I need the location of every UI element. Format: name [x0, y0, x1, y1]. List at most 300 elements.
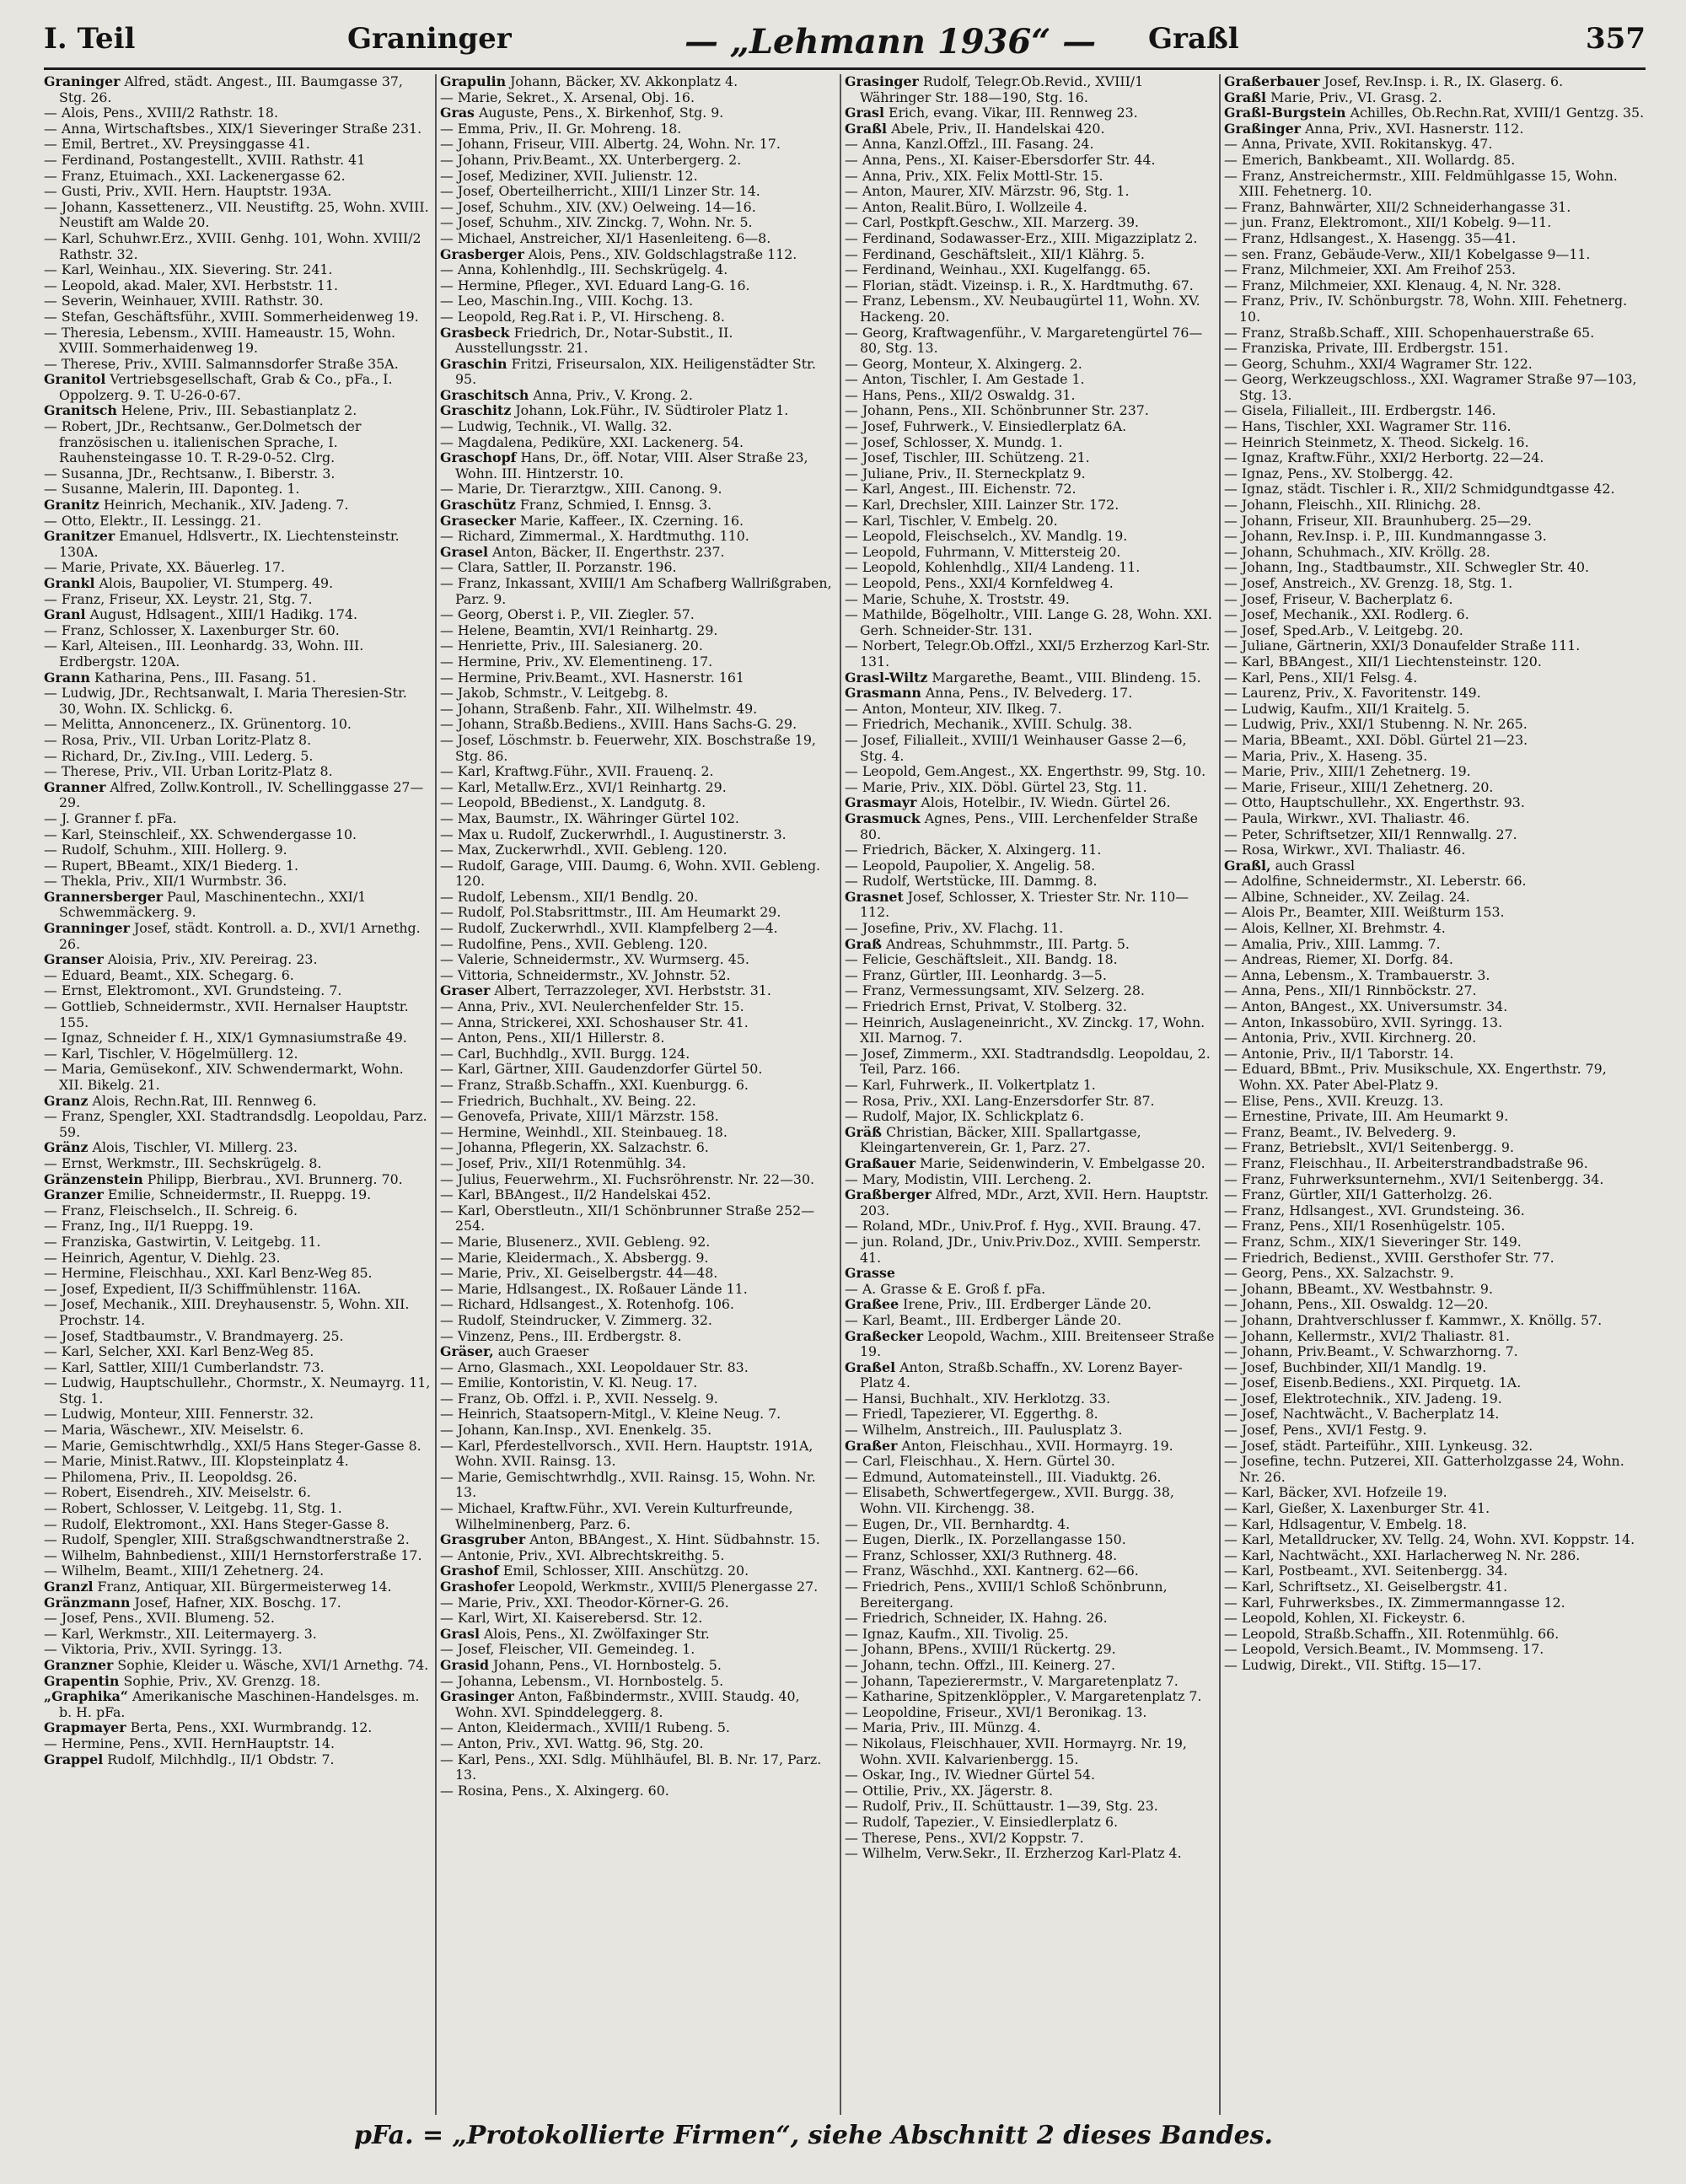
directory-entry	[845, 952, 1216, 968]
directory-entry	[440, 1501, 836, 1532]
entry-details: — Ignaz, städt. Tischler i. R., XII/2 Schmidgundtgasse 42.	[1224, 481, 1615, 498]
directory-entry	[1224, 1344, 1646, 1360]
directory-entry	[44, 1532, 432, 1548]
directory-entry	[1224, 733, 1646, 749]
entry-details: — Franz, Schlosser, X. Laxenburger Str. 60.	[44, 621, 340, 638]
directory-entry	[845, 325, 1216, 357]
column-divider	[435, 74, 437, 2115]
entry-details: — Marie, Priv., XIII/1 Zehetnerg. 19.	[1224, 763, 1471, 780]
entry-details: — Ferdinand, Sodawasser-Erz., XIII. Migazziplatz 2.	[845, 229, 1198, 246]
directory-entry	[845, 702, 1216, 718]
entry-details: Anna, Pens., IV. Belvederg. 17.	[921, 685, 1133, 702]
directory-entry	[44, 1423, 432, 1439]
entry-surname: Grasl-Wiltz	[845, 669, 928, 686]
entry-details: — Therese, Priv., VII. Urban Loritz-Platz 8.	[44, 763, 333, 780]
directory-entry	[1224, 638, 1646, 654]
directory-entry	[440, 999, 836, 1015]
entry-details: — Friedrich, Bäcker, X. Alxingerg. 11.	[845, 842, 1102, 858]
entry-details: — Heinrich, Auslageneinricht., XV. Zinckg. 17, Wohn. XII. Marnog. 7.	[845, 1014, 1205, 1046]
entry-details: — Juliane, Priv., II. Sterneckplatz 9.	[845, 465, 1086, 481]
entry-surname: Graßl,	[1224, 857, 1271, 874]
directory-entry	[44, 638, 432, 670]
directory-entry	[44, 1595, 432, 1611]
entry-details: — Anna, Priv., XVI. Neulerchenfelder Str. 15.	[440, 998, 744, 1015]
directory-entry	[440, 780, 836, 796]
entry-details: — Wilhelm, Anstreich., III. Paulusplatz 3.	[845, 1422, 1123, 1439]
entry-surname: Grannersberger	[44, 888, 164, 905]
directory-entry	[845, 1015, 1216, 1046]
entry-details: Franz, Antiquar, XII. Bürgermeisterweg 14.	[93, 1579, 392, 1595]
directory-entry	[845, 215, 1216, 231]
directory-entry	[845, 780, 1216, 796]
directory-entry	[440, 1078, 836, 1094]
entry-details: — Karl, Wirt, XI. Kaiserebersd. Str. 12.	[440, 1610, 703, 1627]
directory-entry	[440, 169, 836, 185]
entry-details: Margarethe, Beamt., VIII. Blindeng. 15.	[927, 669, 1201, 686]
directory-entry	[845, 1454, 1216, 1470]
directory-entry	[44, 1109, 432, 1140]
directory-entry	[1224, 607, 1646, 623]
entry-details: — Rudolf, Priv., II. Schüttaustr. 1—39, Stg. 23.	[845, 1798, 1158, 1815]
entry-details: — Ernst, Werkmstr., III. Sechskrügelg. 8.	[44, 1154, 322, 1171]
directory-entry	[1224, 749, 1646, 765]
directory-entry	[440, 1062, 836, 1078]
entry-details: — Hermine, Priv.Beamt., XVI. Hasnerstr. 161	[440, 669, 744, 686]
directory-entry	[1224, 560, 1646, 576]
directory-entry	[845, 1297, 1216, 1313]
entry-details: Leopold, Wachm., XIII. Breitenseer Straße 19.	[860, 1327, 1215, 1360]
directory-entry	[1224, 466, 1646, 482]
entry-surname: „Graphika“	[44, 1688, 128, 1705]
entry-details: Anton, Fleischhau., XVII. Hormayrg. 19.	[897, 1437, 1173, 1454]
entry-details: — Richard, Zimmermal., X. Hardtmuthg. 110.	[440, 528, 749, 545]
entry-details: — Josef, Mechanik., XXI. Rodlerg. 6.	[1224, 606, 1469, 623]
entry-details: — Carl, Fleischhau., X. Hern. Gürtel 30.	[845, 1453, 1115, 1470]
entry-details: — Carl, Postkpft.Geschw., XII. Marzerg. 39.	[845, 214, 1140, 231]
directory-entry	[845, 686, 1216, 702]
directory-entry	[845, 1783, 1216, 1799]
directory-entry	[845, 262, 1216, 278]
directory-entry	[44, 1172, 432, 1188]
directory-entry	[845, 1611, 1216, 1627]
directory-entry	[440, 514, 836, 530]
directory-entry	[440, 702, 836, 718]
directory-entry	[845, 607, 1216, 638]
entry-details: — Emilie, Kontoristin, V. Kl. Neug. 17.	[440, 1374, 698, 1391]
directory-entry	[845, 1313, 1216, 1329]
entry-surname: Granitzer	[44, 528, 115, 545]
directory-entry	[440, 105, 836, 121]
entry-details: — Leopold, Paupolier, X. Angelig. 58.	[845, 857, 1096, 874]
entry-details: — Karl, Pens., XXI. Sdlg. Mühlhäufel, Bl. B. Nr. 17, Parz. 13.	[440, 1751, 822, 1783]
entry-surname: Grasel	[440, 543, 488, 560]
directory-entry	[44, 1329, 432, 1345]
directory-entry	[845, 498, 1216, 514]
directory-entry	[440, 184, 836, 200]
directory-entry	[1224, 686, 1646, 702]
directory-entry	[44, 1658, 432, 1674]
entry-details: Friedrich, Dr., Notar-Substit., II. Ausstellungsstr. 21.	[455, 324, 733, 357]
directory-entry	[44, 1563, 432, 1579]
directory-entry	[44, 529, 432, 560]
directory-entry	[440, 1125, 836, 1141]
entry-details: — Viktoria, Priv., XVII. Syringg. 13.	[44, 1641, 282, 1658]
directory-entry	[845, 1172, 1216, 1188]
entry-details: Berta, Pens., XXI. Wurmbrandg. 12.	[126, 1719, 373, 1736]
directory-entry	[44, 278, 432, 294]
entry-details: — Josef, Friseur, V. Bacherplatz 6.	[1224, 590, 1453, 607]
entry-details: — Johann, Straßb.Bediens., XVIII. Hans Sachs-G. 29.	[440, 716, 797, 733]
directory-entry	[440, 983, 836, 999]
entry-details: — Henriette, Priv., III. Salesianerg. 20.	[440, 637, 703, 654]
entry-details: — Josef, Buchbinder, XII/1 Mandlg. 19.	[1224, 1358, 1487, 1375]
directory-entry	[440, 1266, 836, 1282]
directory-entry	[845, 1094, 1216, 1110]
entry-details: — Johann, Pens., XII. Oswaldg. 12—20.	[1224, 1296, 1489, 1313]
entry-details: — Josef, Fleischer, VII. Gemeindeg. 1.	[440, 1641, 695, 1658]
directory-entry	[44, 1548, 432, 1564]
entry-details: — Johann, Kellermstr., XVI/2 Thaliastr. 81.	[1224, 1327, 1511, 1344]
entry-details: — Georg, Pens., XX. Salzachstr. 9.	[1224, 1265, 1454, 1282]
entry-details: — Therese, Pens., XVI/2 Koppstr. 7.	[845, 1829, 1084, 1846]
entry-details: — Karl, Fuhrwerksbes., IX. Zimmermanngasse 12.	[1224, 1594, 1565, 1611]
entry-details: Alois, Pens., XIV. Goldschlagstraße 112.	[524, 245, 797, 262]
entry-details: — Rudolf, Pol.Stabsrittmstr., III. Am Heumarkt 29.	[440, 904, 781, 921]
directory-entry	[1224, 1172, 1646, 1188]
entry-surname: Grashof	[440, 1563, 499, 1579]
entry-details: — Franz, Fleischhau., II. Arbeiterstrandbadstraße 96.	[1224, 1154, 1588, 1171]
directory-entry	[845, 1705, 1216, 1721]
entry-details: auch Grassl	[1270, 857, 1356, 874]
entry-surname: Granninger	[44, 920, 130, 937]
directory-entry	[1224, 1642, 1646, 1658]
directory-entry	[44, 74, 432, 105]
entry-details: — Karl, Oberstleutn., XII/1 Schönbrunner Straße 252—254.	[440, 1202, 815, 1235]
directory-entry	[44, 105, 432, 121]
entry-details: — Franz, Spengler, XXI. Stadtrandsdlg. Leopoldau, Parz. 59.	[44, 1108, 427, 1140]
entry-details: — Alois, Pens., XVIII/2 Rathstr. 18.	[44, 105, 279, 121]
directory-entry	[440, 1783, 836, 1799]
directory-entry	[1224, 1548, 1646, 1564]
entry-details: — Therese, Priv., XVIII. Salmannsdorfer Straße 35A.	[44, 355, 399, 372]
entry-details: — Ludwig, Monteur, XIII. Fennerstr. 32.	[44, 1406, 314, 1423]
entry-details: — Hermine, Pens., XVII. HernHauptstr. 14.	[44, 1735, 335, 1751]
entry-details: — Marie, Friseur., XIII/1 Zehetnerg. 20.	[1224, 778, 1494, 795]
entry-details: — Leopold, Pens., XXI/4 Kornfeldweg 4.	[845, 575, 1114, 591]
directory-entry	[1224, 278, 1646, 294]
entry-details: — Edmund, Automateinstell., III. Viaduktg. 26.	[845, 1468, 1162, 1485]
entry-details: — Hans, Pens., XII/2 Oswaldg. 31.	[845, 386, 1076, 403]
entry-details: — Richard, Dr., Ziv.Ing., VIII. Lederg. 5.	[44, 747, 314, 764]
directory-entry	[44, 466, 432, 482]
directory-entry	[44, 1470, 432, 1486]
directory-entry	[1224, 1627, 1646, 1643]
directory-entry	[1224, 937, 1646, 953]
entry-details: — Rudolf, Zuckerwrhdl., XVII. Klampfelberg 2—4.	[440, 920, 778, 937]
entry-details: — Johann, Schuhmach., XIV. Kröllg. 28.	[1224, 543, 1490, 560]
entry-details: — Johann, Straßenb. Fahr., XII. Wilhelmstr. 49.	[440, 700, 758, 717]
directory-entry	[440, 1658, 836, 1674]
directory-entry	[1224, 1046, 1646, 1062]
entry-details: Hans, Dr., öff. Notar, VIII. Alser Straße 23, Wohn. III. Hintzerstr. 10.	[455, 449, 808, 481]
entry-surname: Graßberger	[845, 1186, 932, 1203]
directory-entry	[845, 1846, 1216, 1862]
directory-entry	[845, 560, 1216, 576]
entry-surname: Grasinger	[845, 74, 919, 89]
entry-surname: Grappel	[44, 1751, 104, 1767]
entry-details: — sen. Franz, Gebäude-Verw., XII/1 Kobelgasse 9—11.	[1224, 245, 1591, 262]
column-1	[44, 74, 432, 2115]
entry-details: Anton, Bäcker, II. Engerthstr. 237.	[488, 543, 725, 560]
entry-details: — Theresia, Lebensm., XVIII. Hameaustr. 15, Wohn. XVIII. Sommerhaidenweg 19.	[44, 324, 396, 357]
entry-details: — Johann, Kassettenerz., VII. Neustiftg. 25, Wohn. XVIII. Neustift am Walde 20.	[44, 198, 429, 231]
directory-entry	[1224, 105, 1646, 121]
entry-details: — Marie, Priv., XI. Geiselbergstr. 44—48.	[440, 1265, 718, 1282]
directory-entry	[845, 1407, 1216, 1423]
directory-entry	[845, 200, 1216, 216]
directory-entry	[845, 169, 1216, 185]
directory-entry	[845, 1218, 1216, 1235]
entry-details: — Max, Baumstr., IX. Währinger Gürtel 102.	[440, 810, 739, 826]
directory-entry	[44, 1094, 432, 1110]
entry-surname: Granitsch	[44, 402, 117, 419]
directory-entry	[1224, 1501, 1646, 1517]
column-divider	[840, 74, 841, 2115]
entry-details: Helene, Priv., III. Sebastianplatz 2.	[116, 402, 357, 419]
directory-entry	[44, 184, 432, 200]
directory-entry	[845, 983, 1216, 999]
entry-details: Paul, Maschinentechn., XXI/1 Schwemmäckerg. 9.	[59, 888, 367, 921]
directory-entry	[44, 231, 432, 262]
entry-details: — Franz, Betriebslt., XVI/1 Seitenbergg. 9.	[1224, 1139, 1514, 1156]
directory-entry	[440, 968, 836, 984]
entry-details: — Eugen, Dr., VII. Bernhardtg. 4.	[845, 1515, 1071, 1532]
directory-entry	[1224, 74, 1646, 90]
entry-surname: Graschütz	[440, 497, 516, 514]
directory-entry	[1224, 1313, 1646, 1329]
directory-entry	[1224, 169, 1646, 200]
entry-details: — Susanna, JDr., Rechtsanw., I. Biberstr. 3.	[44, 465, 336, 481]
entry-details: — Marie, Schuhe, X. Troststr. 49.	[845, 590, 1070, 607]
directory-entry	[845, 435, 1216, 451]
directory-entry	[440, 1297, 836, 1313]
entry-details: Alfred, städt. Angest., III. Baumgasse 37, Stg. 26.	[59, 74, 403, 105]
directory-entry	[44, 1235, 432, 1251]
entry-details: — Gisela, Filialleit., III. Erdbergstr. 146.	[1224, 402, 1496, 419]
entry-details: Anton, Faßbindermstr., XVIII. Staudg. 40, Wohn. XVI. Spinddeleggerg. 8.	[455, 1688, 800, 1720]
entry-surname: Grasecker	[440, 512, 516, 529]
entry-surname: Grasmann	[845, 685, 921, 702]
entry-details: — Franz, Hdlsangest., XVI. Grundsteing. 36.	[1224, 1202, 1525, 1218]
entry-details: — Karl, Schuhwr.Erz., XVIII. Genhg. 101, Wohn. XVIII/2 Rathstr. 32.	[44, 229, 422, 262]
directory-entry	[440, 419, 836, 435]
entry-details: — Karl, Bäcker, XVI. Hofzeile 19.	[1224, 1484, 1447, 1501]
directory-entry	[440, 842, 836, 858]
directory-entry	[845, 858, 1216, 874]
entry-details: — Mathilde, Bögelholtr., VIII. Lange G. 28, Wohn. XXI. Gerh. Schneider-Str. 131.	[845, 606, 1212, 638]
entry-surname: Grann	[44, 669, 91, 686]
directory-entry	[440, 670, 836, 686]
directory-entry	[1224, 1454, 1646, 1485]
entry-details: — Johanna, Lebensm., VI. Hornbostelg. 5.	[440, 1672, 724, 1689]
directory-entry	[1224, 481, 1646, 498]
entry-details: Emil, Schlosser, XIII. Anschützg. 20.	[498, 1563, 749, 1579]
directory-entry	[1224, 983, 1646, 999]
directory-entry	[440, 1391, 836, 1407]
entry-surname: Graßerbauer	[1224, 74, 1320, 89]
directory-entry	[1224, 1203, 1646, 1219]
entry-details: — Rosa, Wirkwr., XVI. Thaliastr. 46.	[1224, 842, 1466, 858]
entry-details: Alfred, Zollw.Kontroll., IV. Schellinggasse 27—29.	[59, 778, 424, 811]
directory-entry	[44, 1360, 432, 1376]
entry-surname: Graschitz	[440, 402, 512, 419]
directory-entry	[1224, 890, 1646, 906]
entry-details: — Mary, Modistin, VIII. Lercheng. 2.	[845, 1170, 1092, 1187]
directory-entry	[1224, 1156, 1646, 1172]
entry-surname: Graßel	[845, 1358, 896, 1375]
entry-details: — Marie, Minist.Ratwv., III. Klopsteinplatz 4.	[44, 1453, 349, 1470]
directory-entry	[440, 1109, 836, 1125]
entry-surname: Graßecker	[845, 1327, 924, 1344]
directory-entry	[845, 1282, 1216, 1298]
directory-entry	[1224, 200, 1646, 216]
entry-details: — Franz, Bahnwärter, XII/2 Schneiderhangasse 31.	[1224, 198, 1571, 215]
entry-details: — Gottlieb, Schneidermstr., XVII. Hernalser Hauptstr. 155.	[44, 998, 409, 1030]
entry-surname: Gräß	[845, 1123, 883, 1140]
entry-details: Leopold, Werkmstr., XVIII/5 Plenergasse 27.	[514, 1579, 819, 1595]
entry-surname: Graß	[845, 935, 883, 952]
entry-details: — Franz, Fleischselch., II. Schreig. 6.	[44, 1202, 298, 1218]
directory-entry	[440, 764, 836, 780]
entry-details: — Karl, Gießer, X. Laxenburger Str. 41.	[1224, 1500, 1490, 1517]
entry-details: — Andreas, Riemer, XI. Dorfg. 84.	[1224, 951, 1453, 968]
entry-details: — Josef, Zimmerm., XXI. Stadtrandsdlg. Leopoldau, 2. Teil, Parz. 166.	[845, 1045, 1211, 1078]
directory-entry	[44, 498, 432, 514]
directory-entry	[440, 1344, 836, 1360]
entry-details: Alfred, MDr., Arzt, XVII. Hern. Hauptstr. 203.	[860, 1186, 1209, 1218]
entry-details: Josef, Hafner, XIX. Boschg. 17.	[130, 1594, 341, 1611]
entry-details: — Ernst, Elektromont., XVI. Grundsteing. 7.	[44, 982, 342, 999]
directory-entry	[440, 1423, 836, 1439]
entry-details: — Franziska, Private, III. Erdbergstr. 151.	[1224, 340, 1509, 357]
directory-entry	[440, 231, 836, 247]
entry-details: — Franz, Milchmeier, XXI. Klenaug. 4, N. Nr. 328.	[1224, 277, 1561, 293]
directory-entry	[845, 450, 1216, 466]
directory-entry	[440, 1015, 836, 1031]
directory-entry	[44, 1674, 432, 1690]
entry-details: — Maria, BBeamt., XXI. Döbl. Gürtel 21—23.	[1224, 731, 1528, 748]
entry-details: — Wilhelm, Bahnbedienst., XIII/1 Hernstorferstraße 17.	[44, 1547, 422, 1563]
entry-surname: Granzl	[44, 1579, 94, 1595]
entry-details: — Rosina, Pens., X. Alxingerg. 60.	[440, 1782, 669, 1799]
entry-details: — Friedrich, Buchhalt., XV. Being. 22.	[440, 1092, 696, 1109]
entry-details: — Anton, Priv., XVI. Wattg. 96, Stg. 20.	[440, 1735, 704, 1751]
entry-surname: Granitol	[44, 371, 106, 388]
directory-entry	[440, 1251, 836, 1267]
entry-details: Sophie, Priv., XV. Grenzg. 18.	[119, 1672, 321, 1689]
directory-entry	[1224, 1282, 1646, 1298]
directory-entry	[440, 309, 836, 325]
entry-details: — Emerich, Bankbeamt., XII. Wollardg. 85.	[1224, 151, 1516, 168]
entry-details: — Eugen, Dierlk., IX. Porzellangasse 150.	[845, 1531, 1126, 1548]
entry-details: Heinrich, Mechanik., XIV. Jadeng. 7.	[99, 497, 349, 514]
directory-entry	[1224, 1563, 1646, 1579]
column-2	[440, 74, 836, 2115]
entry-details: — Ernestine, Private, III. Am Heumarkt 9.	[1224, 1108, 1509, 1125]
entry-details: Johann, Bäcker, XV. Akkonplatz 4.	[506, 74, 738, 89]
entry-surname: Grasberger	[440, 245, 524, 262]
directory-entry	[1224, 654, 1646, 670]
entry-details: Rudolf, Telegr.Ob.Revid., XVIII/1 Währinger Str. 188—190, Stg. 16.	[860, 74, 1144, 105]
entry-details: — Josef, Schuhm., XIV. Zinckg. 7, Wohn. Nr. 5.	[440, 214, 753, 231]
entry-details: — Heinrich Steinmetz, X. Theod. Sickelg. 16.	[1224, 433, 1529, 450]
entry-details: Christian, Bäcker, XIII. Spallartgasse, Kleingartenverein, Gr. 1, Parz. 27.	[860, 1123, 1141, 1156]
entry-details: — Heinrich, Agentur, V. Diehlg. 23.	[44, 1249, 281, 1266]
entry-details: — Marie, Private, XX. Bäuerleg. 17.	[44, 559, 286, 576]
directory-entry	[440, 811, 836, 827]
entry-details: — Johann, Friseur, VIII. Albertg. 24, Wohn. Nr. 17.	[440, 136, 781, 153]
directory-entry	[845, 1329, 1216, 1360]
last-entry-name: Graßl	[1148, 22, 1239, 56]
entry-details: — Franz, Lebensm., XV. Neubaugürtel 11, Wohn. XV. Hackeng. 20.	[845, 293, 1200, 325]
directory-entry	[845, 1767, 1216, 1783]
entry-details: — Albine, Schneider., XV. Zeilag. 24.	[1224, 888, 1470, 905]
entry-details: Marie, Kaffeer., IX. Czerning. 16.	[515, 512, 744, 529]
entry-surname: Grashofer	[440, 1579, 515, 1595]
entry-details: — Johann, techn. Offzl., III. Keinerg. 27.	[845, 1656, 1116, 1673]
directory-entry	[440, 654, 836, 670]
entry-details: — Hansi, Buchhalt., XIV. Herklotzg. 33.	[845, 1390, 1111, 1407]
entry-details: — Josef, Sped.Arb., V. Leitgebg. 20.	[1224, 621, 1463, 638]
directory-entry	[440, 858, 836, 890]
directory-entry	[1224, 1218, 1646, 1235]
entry-details: Rudolf, Milchhdlg., II/1 Obdstr. 7.	[103, 1751, 335, 1767]
entry-details: Amerikanische Maschinen-Handelsges. m. b. H. pFa.	[59, 1688, 420, 1720]
entry-details: — Anton, Tischler, I. Am Gestade 1.	[845, 371, 1085, 388]
directory-entry	[440, 827, 836, 843]
directory-title: — „Lehmann 1936“ —	[685, 22, 1097, 62]
directory-entry	[1224, 529, 1646, 545]
directory-entry	[1224, 137, 1646, 153]
directory-entry	[44, 968, 432, 984]
directory-entry	[1224, 1485, 1646, 1501]
directory-entry	[1224, 1407, 1646, 1423]
entry-details: — Georg, Werkzeugschloss., XXI. Wagramer Straße 97—103, Stg. 13.	[1224, 371, 1637, 403]
entry-details: — Anton, BAngest., XX. Universumstr. 34.	[1224, 998, 1508, 1015]
entry-details: Emilie, Schneidermstr., II. Rueppg. 19.	[103, 1186, 372, 1203]
directory-entry	[1224, 780, 1646, 796]
entry-details: — Eduard, BBmt., Priv. Musikschule, XX. Engerthstr. 79, Wohn. XX. Pater Abel-Platz 9.	[1224, 1061, 1607, 1093]
directory-entry	[44, 921, 432, 952]
directory-entry	[845, 890, 1216, 921]
entry-details: — Johann, Drahtverschlusser f. Kammwr., X. Knöllg. 57.	[1224, 1311, 1603, 1328]
entry-surname: Gräser,	[440, 1343, 494, 1360]
entry-details: — Karl, Pferdestellvorsch., XVII. Hern. Hauptstr. 191A, Wohn. XVII. Rainsg. 13.	[440, 1437, 813, 1470]
entry-details: — Friedrich, Mechanik., XVIII. Schulg. 38.	[845, 716, 1133, 733]
entry-details: — Melitta, Annoncenerz., IX. Grünentorg. 10.	[44, 716, 352, 733]
entry-details: — Genovefa, Private, XIII/1 Märzstr. 158.	[440, 1108, 719, 1125]
entry-details: — Hermine, Weinhdl., XII. Steinbaueg. 18.	[440, 1123, 728, 1140]
directory-entry	[1224, 293, 1646, 325]
entry-details: Irene, Priv., III. Erdberger Lände 20.	[899, 1296, 1152, 1313]
entry-details: — Katharine, Spitzenklöppler., V. Margaretenplatz 7.	[845, 1688, 1202, 1705]
directory-entry	[1224, 795, 1646, 811]
directory-entry	[44, 858, 432, 874]
directory-entry	[44, 1203, 432, 1219]
directory-entry	[440, 1329, 836, 1345]
directory-entry	[44, 811, 432, 827]
entry-details: — Franz, Pens., XII/1 Rosenhügelstr. 105.	[1224, 1218, 1506, 1235]
